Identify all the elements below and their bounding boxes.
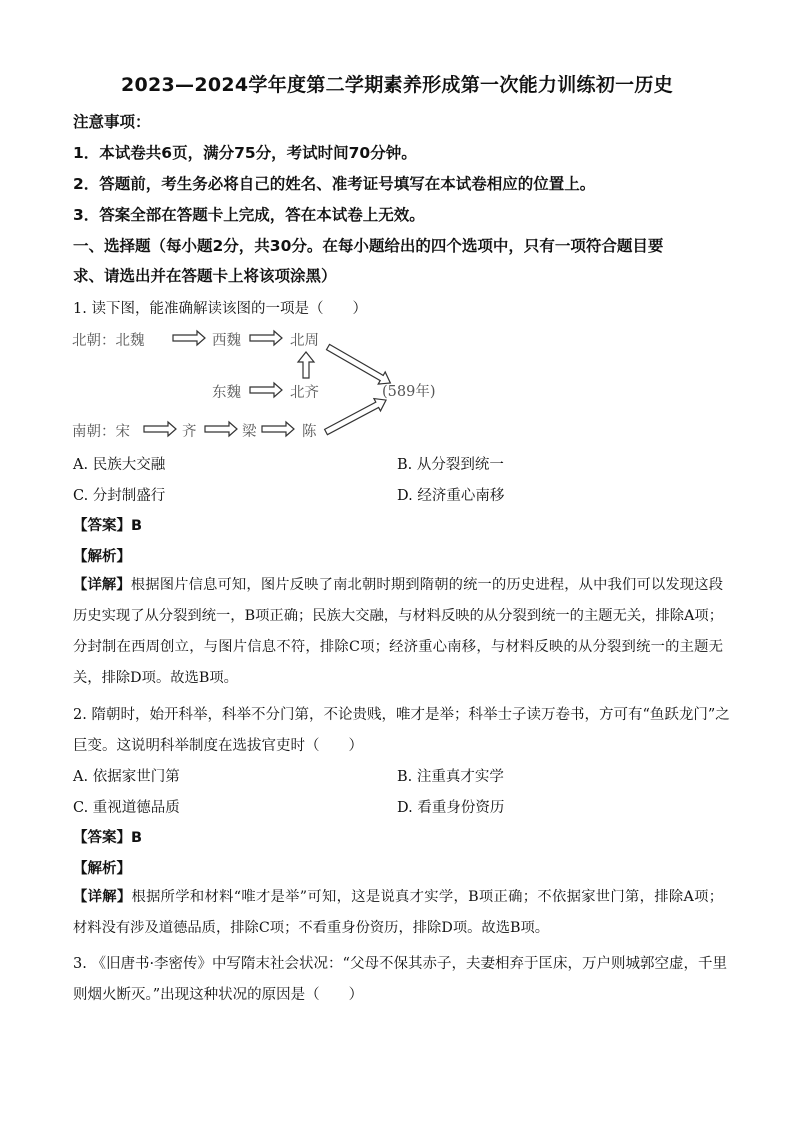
q2-option-b: B. 注重真才实学 [397,769,504,785]
notice-item-2: 2．答题前，考生务必将自己的姓名、准考证号填写在本试卷相应的位置上。 [73,175,596,193]
q3-stem-line-2: 则烟火断灭。”出现这种状况的原因是（ ） [73,987,364,1003]
diagram-north-label: 北朝：北魏 [72,333,145,349]
diagram-liang: 梁 [242,424,257,440]
arrow-liang-chen [262,422,294,436]
arrow-qi-liang [205,422,237,436]
diagram-dongwei: 东魏 [212,385,241,401]
q1-detail-text: 根据图片信息可知，图片反映了南北朝时期到隋朝的统一的历史进程，从中我们可以发现这段历史实现了从分裂到统一，B项正确；民族大交融，与材料反映的从分裂到统一的主题无关，排除A项；分封制在西周创立，与图片信息不符，排除C项；经济重心南移，与材料反映的从分裂到统一的主题无关，排除D项。故选B项。 [73,577,724,686]
diagram-beizhou: 北周 [290,333,319,349]
arrow-dongwei-beiqi [250,383,282,397]
notice-item-1: 1．本试卷共6页，满分75分，考试时间70分钟。 [73,144,417,162]
section-heading-line-1: 一、选择题（每小题2分，共30分。在每小题给出的四个选项中，只有一项符合题目要 [73,237,664,255]
q1-analysis-label: 【解析】 [73,549,131,565]
q1-option-d: D. 经济重心南移 [397,488,505,504]
notice-heading: 注意事项： [73,113,151,131]
arrow-xiwei-beizhou [250,331,282,345]
diagram-south-label: 南朝：宋 [72,424,130,440]
q2-option-c: C. 重视道德品质 [73,800,180,816]
q1-option-a: A. 民族大交融 [73,457,166,473]
q1-option-b: B. 从分裂到统一 [397,457,504,473]
q2-stem-line-2: 巨变。这说明科举制度在选拔官吏时（ ） [73,738,363,754]
diagram-chen: 陈 [302,424,317,440]
q1-option-c: C. 分封制盛行 [73,488,166,504]
diagram-year: (589年) [382,384,436,400]
q2-detail-text: 根据所学和材料“唯才是举”可知，这是说真才实学，B项正确；不依据家世门第，排除A项；材料没有涉及道德品质，排除C项；不看重身份资历，排除D项。故选B项。 [73,889,724,936]
q2-option-a: A. 依据家世门第 [73,769,180,785]
arrow-song-qi [144,422,176,436]
dynasty-diagram [70,322,470,447]
q2-answer: 【答案】B [73,830,143,846]
q2-stem-line-1: 2. 隋朝时，始开科举，科举不分门第，不论贵贱，唯才是举；科举士子读万卷书，方可有“鱼跃龙门”之 [73,707,730,723]
section-heading-line-2: 求、请选出并在答题卡上将该项涂黑） [73,267,337,285]
q1-detail-head: 【详解】 [73,577,131,593]
q1-detail [73,570,723,694]
arrow-beiqi-beizhou [298,352,314,378]
page-title: 2023—2024学年度第二学期素养形成第一次能力训练初一历史 [120,74,674,96]
arrow-chen-589 [323,394,390,438]
diagram-xiwei: 西魏 [212,333,241,349]
notice-item-3: 3．答案全部在答题卡上完成，答在本试卷上无效。 [73,206,425,224]
q2-analysis-label: 【解析】 [73,861,131,877]
q3-stem-line-1: 3. 《旧唐书·李密传》中写隋末社会状况：“父母不保其赤子，夫妻相弃于匡床，万户则城郭空虚，千里 [73,956,727,972]
q2-option-d: D. 看重身份资历 [397,800,505,816]
q2-detail [73,882,723,944]
q1-stem: 1. 读下图，能准确解读该图的一项是（ ） [73,301,367,317]
q1-answer: 【答案】B [73,518,143,534]
diagram-qi: 齐 [182,424,197,440]
arrow-beiwei-xiwei [173,331,205,345]
q2-detail-head: 【详解】 [73,889,132,905]
diagram-beiqi: 北齐 [290,385,319,401]
